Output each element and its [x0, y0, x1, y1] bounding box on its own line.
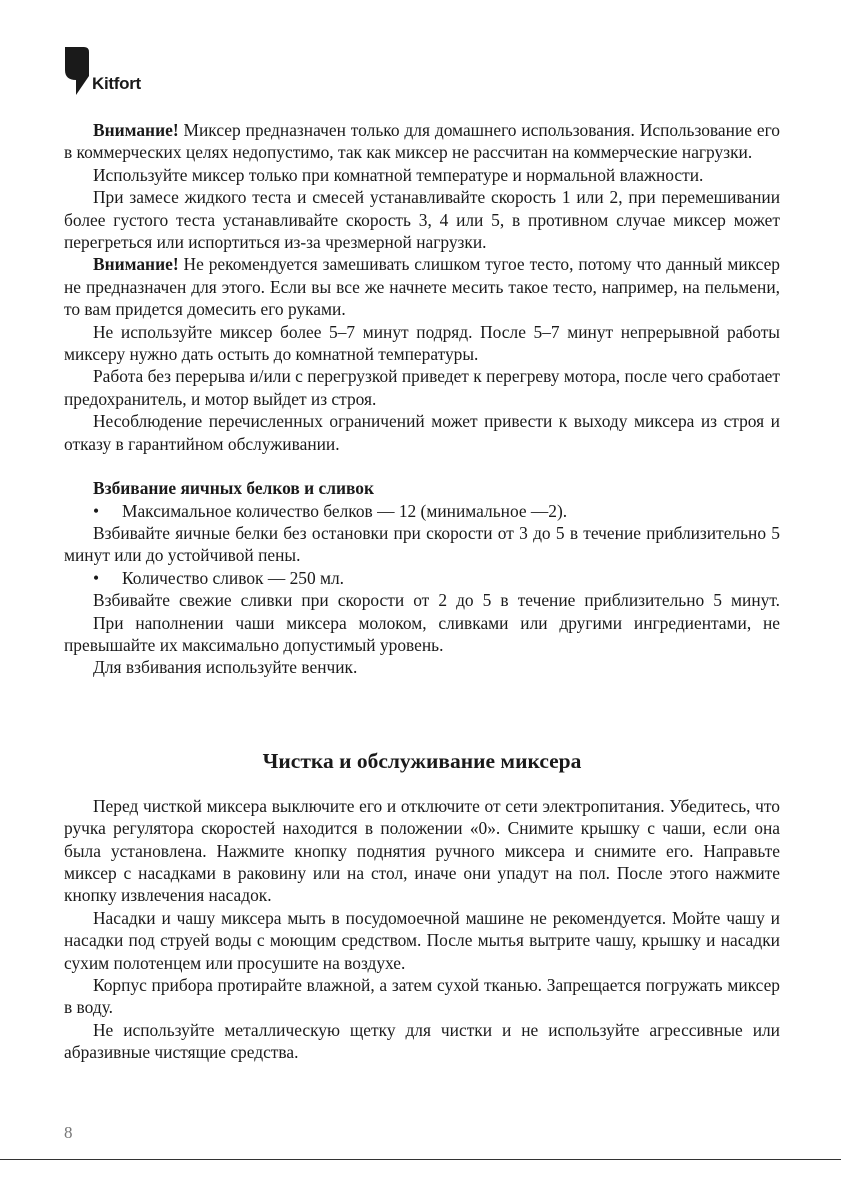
list-item: • Максимальное количество белков — 12 (минимальное —2). — [93, 500, 568, 521]
paragraph: Для взбивания используйте венчик. — [93, 657, 358, 678]
warning-paragraph-1: Внимание! Миксер предназначен только для домашнего использования. Использование его в коммерческих целях недопустимо, так как миксер не рассчитан на коммерческие нагрузки. — [64, 120, 780, 163]
paragraph: Не используйте миксер более 5–7 минут подряд. После 5–7 минут непрерывной работы миксеру нужно дать остыть до комнатной температуры. — [64, 321, 780, 365]
brand-name: Kitfort — [92, 74, 141, 93]
paragraph: Взбивайте яичные белки без остановки при скорости от 3 до 5 в течение приблизительно 5 минут или до устойчивой пены. — [64, 522, 780, 566]
paragraph: При замесе жидкого теста и смесей устанавливайте скорость 1 или 2, при перемешивании более густого теста устанавливайте скорость 3, 4 или 5, в противном случае миксер может перегреться или испортиться из-за чрезмерной нагрузки. — [64, 187, 780, 253]
paragraph: Насадки и чашу миксера мыть в посудомоечной машине не рекомендуется. Мойте чашу и насадки под струей воды с моющим средством. После мытья вытрите чашу, крышку и насадки сухим полотенцем или просушите на воздухе. — [64, 907, 780, 973]
paragraph: Несоблюдение перечисленных ограничений может привести к выходу миксера из строя и отказу в гарантийном обслуживании. — [64, 411, 780, 454]
paragraph: Не используйте металлическую щетку для чистки и не используйте агрессивные или абразивные чистящие средства. — [64, 1019, 780, 1063]
whipping-heading: Взбивание яичных белков и сливок — [93, 478, 374, 499]
warning-label: Внимание! — [93, 254, 179, 275]
brand-logo — [64, 46, 174, 96]
paragraph: Корпус прибора протирайте влажной, а затем сухой тканью. Запрещается погружать миксер в воду. — [64, 975, 780, 1018]
page-number: 8 — [64, 1123, 73, 1142]
paragraph: При наполнении чаши миксера молоком, сливками или другими ингредиентами, не превышайте их максимально допустимый уровень. — [64, 612, 780, 655]
section-title: Чистка и обслуживание миксера — [262, 748, 582, 773]
page-bottom-border — [0, 1159, 841, 1160]
list-item: • Количество сливок — 250 мл. — [93, 567, 345, 588]
kitfort-logo-icon — [64, 46, 90, 96]
paragraph: Работа без перерыва и/или с перегрузкой приведет к перегреву мотора, после чего сработает предохранитель, и мотор выйдет из строя. — [64, 366, 780, 409]
paragraph: Перед чисткой миксера выключите его и отключите от сети электропитания. Убедитесь, что ручка регулятора скоростей находится в положении «0». Снимите крышку с чаши, если она была установлена. Нажмите кнопку поднятия ручного миксера и снимите его. Направьте миксер с насадками в раковину или на стол, иначе они упадут на пол. После этого нажмите кнопку извлечения насадок. — [64, 795, 780, 906]
paragraph: Используйте миксер только при комнатной температуре и нормальной влажности. — [93, 164, 704, 185]
paragraph: Взбивайте свежие сливки при скорости от 2 до 5 в течение приблизительно 5 минут. — [93, 590, 780, 611]
warning-paragraph-2: Внимание! Не рекомендуется замешивать слишком тугое тесто, потому что данный миксер не предназначен для этого. Если вы все же начнете месить такое тесто, например, на пельмени, то вам придется домесить его руками. — [64, 254, 780, 320]
bullet-icon: • — [93, 500, 100, 521]
page-content — [64, 119, 780, 1064]
warning-label: Внимание! — [93, 120, 179, 140]
bullet-icon: • — [93, 567, 100, 588]
